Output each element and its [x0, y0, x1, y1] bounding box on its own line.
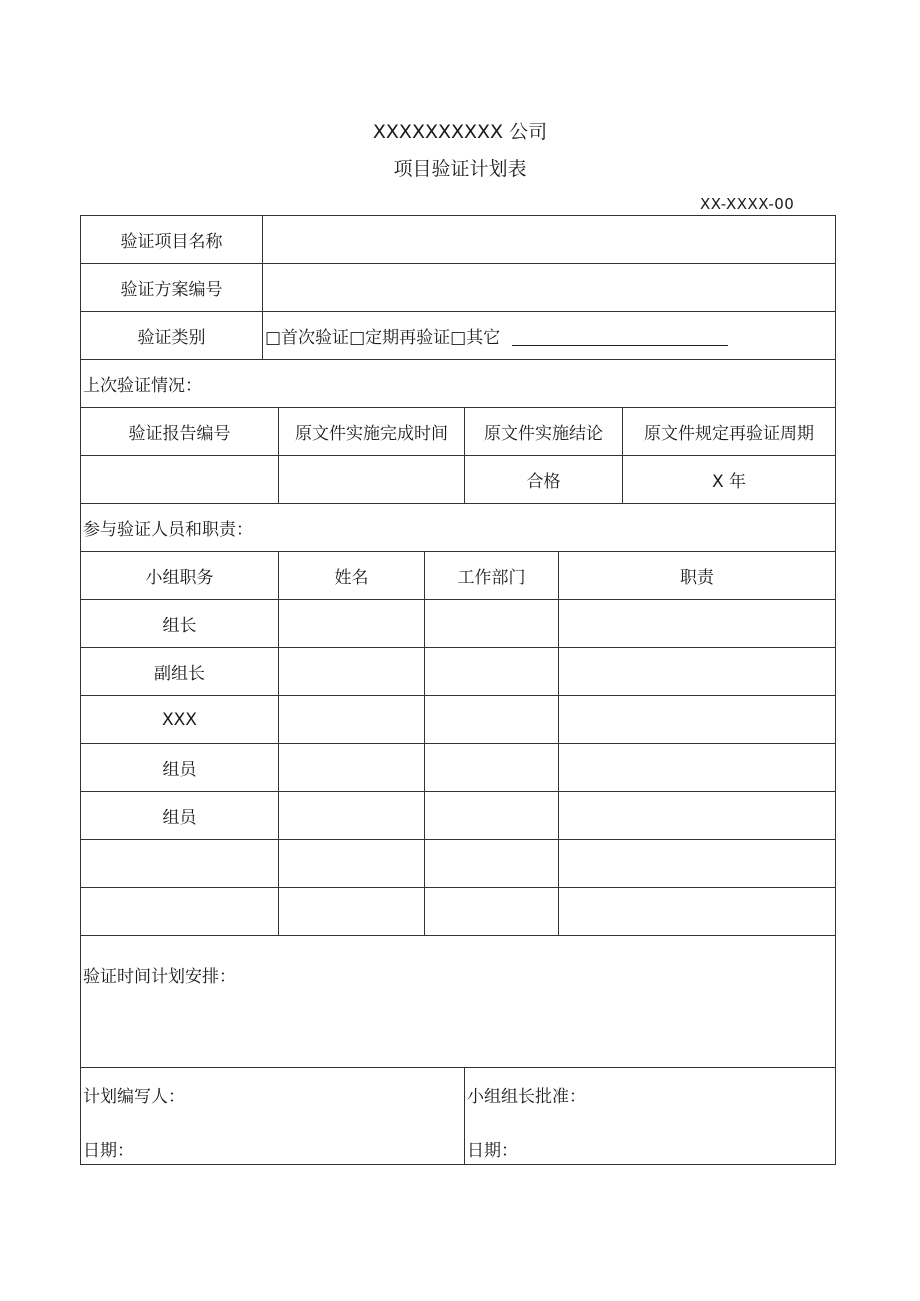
personnel-department[interactable] — [425, 840, 559, 888]
personnel-role: 组员 — [81, 792, 279, 840]
personnel-name[interactable] — [279, 888, 425, 936]
other-blank-line[interactable] — [512, 331, 728, 346]
previous-col-completion-time: 原文件实施完成时间 — [279, 408, 465, 456]
personnel-col-duty: 职责 — [559, 552, 836, 600]
personnel-role: 副组长 — [81, 648, 279, 696]
personnel-department[interactable] — [425, 648, 559, 696]
plan-number-row — [81, 264, 836, 312]
personnel-role[interactable] — [81, 840, 279, 888]
option-first-verification[interactable]: □首次验证 — [265, 328, 350, 348]
personnel-heading: 参与验证人员和职责： — [81, 504, 836, 552]
table-row — [81, 696, 836, 744]
personnel-duty[interactable] — [559, 648, 836, 696]
previous-revalidation-cycle-value[interactable]: X 年 — [623, 456, 836, 504]
personnel-col-role: 小组职务 — [81, 552, 279, 600]
personnel-col-department: 工作部门 — [425, 552, 559, 600]
project-name-field[interactable] — [263, 216, 836, 264]
signature-row — [81, 1068, 836, 1165]
category-options — [263, 312, 836, 360]
form-table — [80, 215, 836, 1165]
approver-label: 小组组长批准： — [467, 1087, 586, 1107]
previous-heading-row — [81, 360, 836, 408]
personnel-role: 组员 — [81, 744, 279, 792]
personnel-name[interactable] — [279, 744, 425, 792]
personnel-name[interactable] — [279, 792, 425, 840]
table-row — [81, 600, 836, 648]
table-row — [81, 840, 836, 888]
company-name: XXXXXXXXXX 公司 — [372, 121, 548, 143]
schedule-heading[interactable]: 验证时间计划安排： — [81, 936, 836, 1068]
category-row — [81, 312, 836, 360]
personnel-duty[interactable] — [559, 696, 836, 744]
personnel-name[interactable] — [279, 696, 425, 744]
personnel-role[interactable] — [81, 888, 279, 936]
previous-col-report-no: 验证报告编号 — [81, 408, 279, 456]
personnel-department[interactable] — [425, 888, 559, 936]
option-periodic-reverification[interactable]: □定期再验证 — [349, 328, 451, 348]
personnel-department[interactable] — [425, 696, 559, 744]
category-label: 验证类别 — [81, 312, 263, 360]
personnel-name[interactable] — [279, 648, 425, 696]
personnel-department[interactable] — [425, 744, 559, 792]
personnel-name[interactable] — [279, 600, 425, 648]
personnel-role: XXX — [81, 696, 279, 744]
approver-date-label: 日期： — [467, 1141, 518, 1161]
table-row — [81, 648, 836, 696]
personnel-name[interactable] — [279, 840, 425, 888]
personnel-heading-row — [81, 504, 836, 552]
previous-report-no-value[interactable] — [81, 456, 279, 504]
previous-heading: 上次验证情况： — [81, 360, 836, 408]
previous-conclusion-value[interactable]: 合格 — [465, 456, 623, 504]
previous-columns-row — [81, 408, 836, 456]
verification-plan-form — [80, 215, 835, 1165]
personnel-duty[interactable] — [559, 600, 836, 648]
document-code: XX-XXXX-00 — [700, 195, 795, 213]
schedule-row — [81, 936, 836, 1068]
author-label: 计划编写人： — [83, 1087, 185, 1107]
author-signature-cell[interactable] — [81, 1068, 465, 1165]
table-row — [81, 792, 836, 840]
project-name-row — [81, 216, 836, 264]
previous-completion-time-value[interactable] — [279, 456, 465, 504]
table-row — [81, 888, 836, 936]
plan-number-field[interactable] — [263, 264, 836, 312]
personnel-role: 组长 — [81, 600, 279, 648]
plan-number-label: 验证方案编号 — [81, 264, 263, 312]
personnel-columns-row — [81, 552, 836, 600]
option-other[interactable]: □其它 — [450, 328, 501, 348]
table-row — [81, 744, 836, 792]
personnel-col-name: 姓名 — [279, 552, 425, 600]
personnel-department[interactable] — [425, 600, 559, 648]
previous-col-revalidation-cycle: 原文件规定再验证周期 — [623, 408, 836, 456]
approver-signature-cell[interactable] — [465, 1068, 836, 1165]
personnel-duty[interactable] — [559, 888, 836, 936]
previous-values-row — [81, 456, 836, 504]
personnel-duty[interactable] — [559, 792, 836, 840]
personnel-department[interactable] — [425, 792, 559, 840]
author-date-label: 日期： — [83, 1141, 134, 1161]
personnel-duty[interactable] — [559, 840, 836, 888]
project-name-label: 验证项目名称 — [81, 216, 263, 264]
previous-col-conclusion: 原文件实施结论 — [465, 408, 623, 456]
personnel-duty[interactable] — [559, 744, 836, 792]
form-title: 项目验证计划表 — [393, 158, 527, 180]
